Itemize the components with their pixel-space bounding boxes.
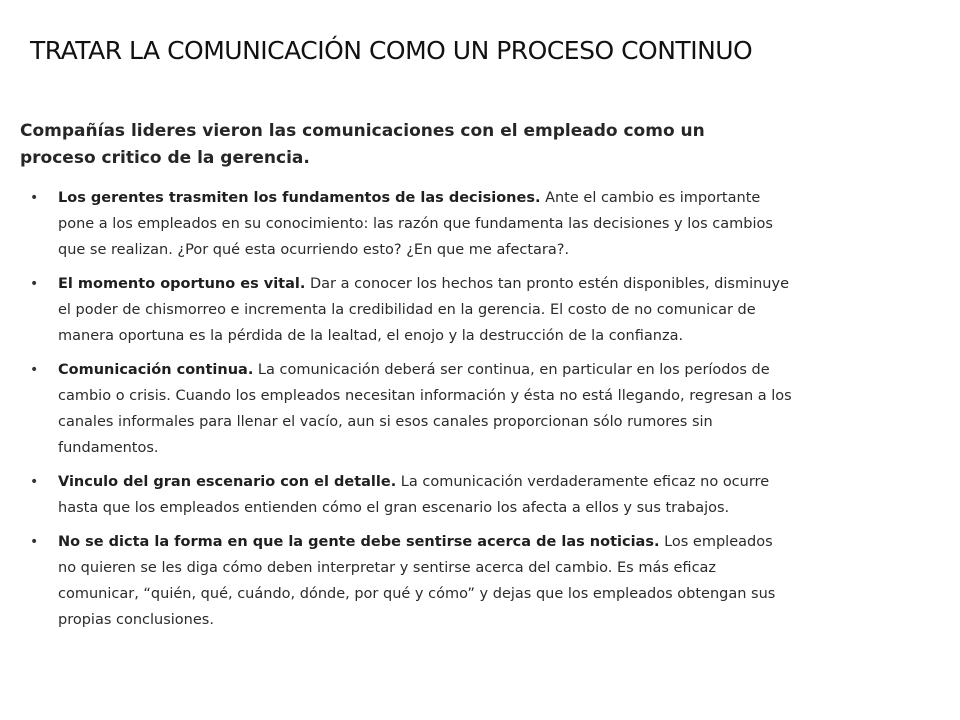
slide-subtitle: Compañías lideres vieron las comunicaciones con el empleado como un proceso critico de la gerencia. [20,121,705,168]
bullet-item [20,271,795,349]
bullet-lead: No se dicta la forma en que la gente debe sentirse acerca de las noticias. [58,534,660,550]
bullet-item [20,357,795,461]
bullet-item [20,529,795,633]
bullet-item [20,469,795,521]
bullet-text: La comunicación verdaderamente eficaz no ocurre hasta que los empleados entienden cómo el gran escenario los afecta a ellos y sus trabajos. [58,474,770,516]
bullet-text: Los empleados no quieren se les diga cómo deben interpretar y sentirse acerca del cambio. Es más eficaz comunicar, “quién, qué, cuándo, dónde, por qué y cómo” y dejas que los empleados obtengan sus propias conclusiones. [58,534,776,628]
bullet-list [20,185,795,641]
bullet-icon: • [30,474,39,490]
bullet-icon: • [30,362,39,378]
bullet-icon: • [30,190,39,206]
bullet-lead: Vinculo del gran escenario con el detalle. [58,474,397,490]
bullet-text: La comunicación deberá ser continua, en particular en los períodos de cambio o crisis. Cuando los empleados necesitan información y ésta no está llegando, regresan a los canales informales para llenar el vacío, aun si esos canales proporcionan sólo rumores sin fundamentos. [58,362,792,456]
bullet-item [20,185,795,263]
bullet-icon: • [30,276,39,292]
bullet-lead: Los gerentes trasmiten los fundamentos de las decisiones. [58,190,541,206]
bullet-lead: El momento oportuno es vital. [58,276,306,292]
slide-title: TRATAR LA COMUNICACIÓN COMO UN PROCESO CONTINUO [30,36,753,65]
bullet-icon: • [30,534,39,550]
bullet-text: Ante el cambio es importante pone a los empleados en su conocimiento: las razón que fundamenta las decisiones y los cambios que se realizan. ¿Por qué esta ocurriendo esto? ¿En que me afectara?. [58,190,773,258]
bullet-lead: Comunicación continua. [58,362,254,378]
bullet-text: Dar a conocer los hechos tan pronto estén disponibles, disminuye el poder de chismorreo e incrementa la credibilidad en la gerencia. El costo de no comunicar de manera oportuna es la pérdida de la lealtad, el enojo y la destrucción de la confianza. [58,276,789,344]
